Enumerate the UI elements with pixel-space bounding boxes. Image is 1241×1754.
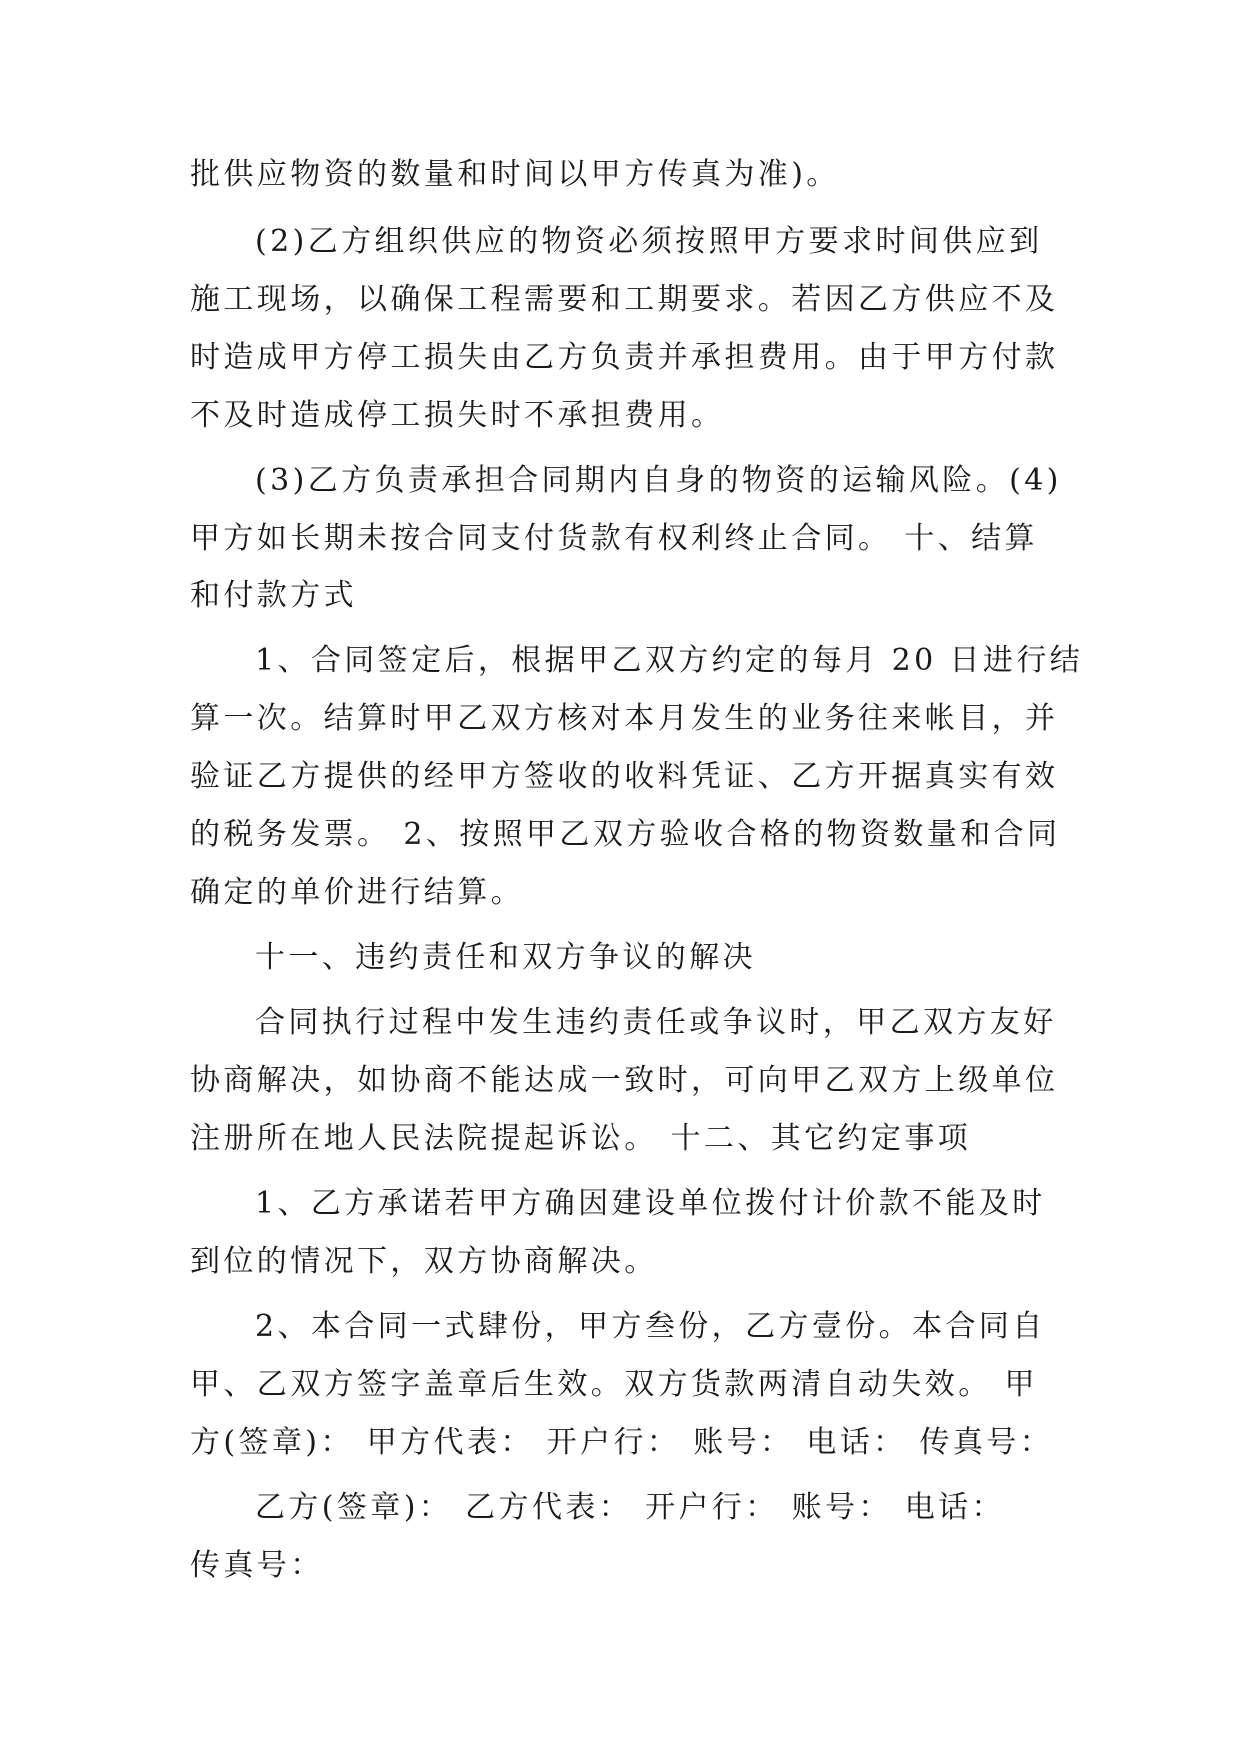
section-heading: 十一、违约责任和双方争议的解决 [255,940,756,975]
text-line: 确定的单价进行结算。 [190,875,524,910]
text-line: 的税务发票。 2、按照甲乙双方验收合格的物资数量和合同 [190,817,1061,852]
text-line: 验证乙方提供的经甲方签收的收料凭证、乙方开据真实有效 [190,759,1059,794]
text-line: 甲、乙双方签字盖章后生效。双方货款两清自动失效。 甲 [190,1367,1038,1402]
text-line: 到位的情况下，双方协商解决。 [190,1244,658,1279]
signature-line-party-a: 方(签章)： 甲方代表： 开户行： 账号： 电话： 传真号： [190,1425,1054,1460]
text-line: 批供应物资的数量和时间以甲方传真为准)。 [190,157,840,192]
signature-line-party-b-fax: 传真号： [190,1548,324,1583]
signature-line-party-b: 乙方(签章)： 乙方代表： 开户行： 账号： 电话： [255,1490,1005,1525]
text-line: 甲方如长期未按合同支付货款有权利终止合同。 十、结算 [190,521,1038,556]
text-line: 1、乙方承诺若甲方确因建设单位拨付计价款不能及时 [255,1186,1046,1221]
text-line: 2、本合同一式肆份，甲方叁份，乙方壹份。本合同自 [255,1309,1046,1344]
text-line: 协商解决，如协商不能达成一致时，可向甲乙双方上级单位 [190,1063,1059,1098]
text-line: (3)乙方负责承担合同期内自身的物资的运输风险。(4) [255,463,1062,498]
text-line: 时造成甲方停工损失由乙方负责并承担费用。由于甲方付款 [190,340,1059,375]
text-line: 注册所在地人民法院提起诉讼。 十二、其它约定事项 [190,1121,972,1156]
text-line: (2)乙方组织供应的物资必须按照甲方要求时间供应到 [255,224,1043,259]
text-line: 和付款方式 [190,578,357,613]
text-line: 1、合同签定后，根据甲乙双方约定的每月 20 日进行结 [255,643,1084,678]
text-line: 不及时造成停工损失时不承担费用。 [190,398,725,433]
text-line: 算一次。结算时甲乙双方核对本月发生的业务往来帐目，并 [190,701,1059,736]
text-line: 施工现场，以确保工程需要和工期要求。若因乙方供应不及 [190,282,1059,317]
text-line: 合同执行过程中发生违约责任或争议时，甲乙双方友好 [255,1005,1057,1040]
